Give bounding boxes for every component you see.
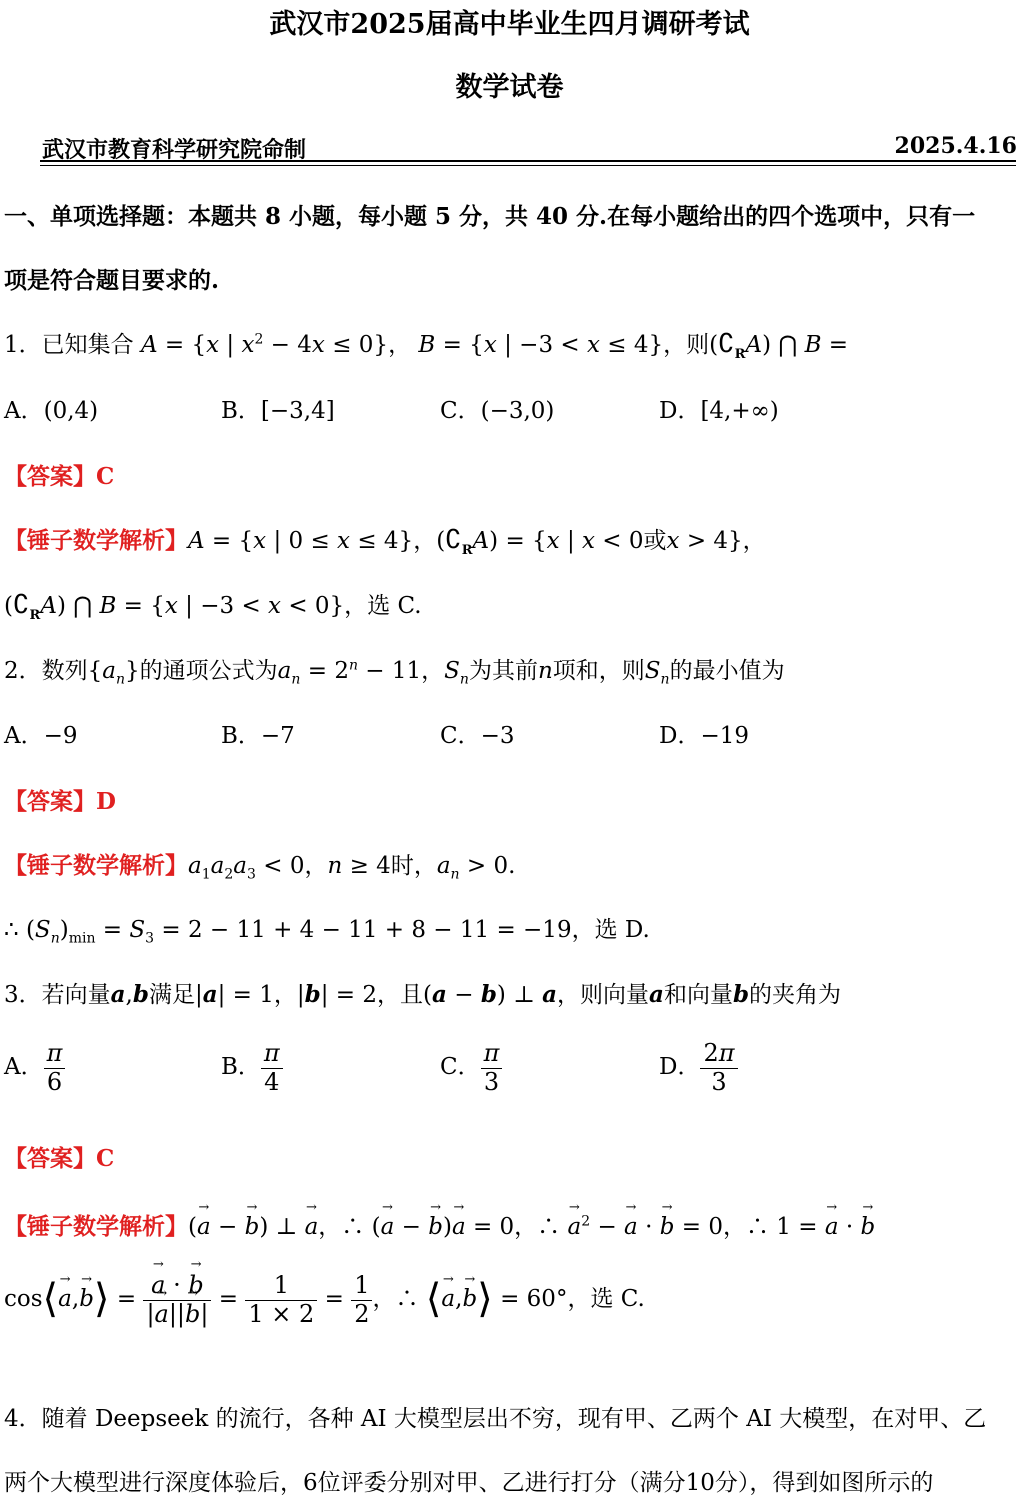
question-1-option-d: D．[4,+∞) (659, 398, 779, 424)
question-3-answer: 【答案】C (4, 1145, 115, 1172)
question-3-analysis-line1: 【锤子数学解析】(→ a − → b) ⊥ → a，∴ (→ a − → b)→ a = 0，∴ → $a^2$ − → a · → b = 0，∴ 1 = → a · → b (4, 1208, 875, 1241)
question-2-analysis-line2: ∴ $(S_n)_{min} = S_3 = 2 - 11 + 4 - 11 + 8 - 11 = -19$，选 D. (4, 917, 650, 947)
question-3-option-b: B． $\frac{\pi}{4}$ (221, 1040, 283, 1096)
question-2-option-c: C．−3 (440, 723, 515, 749)
question-2-option-a: A．−9 (4, 723, 78, 749)
exam-institute: 武汉市教育科学研究院命制 (42, 137, 307, 163)
question-1-option-a: A．(0,4) (4, 398, 99, 424)
question-3-option-d: D． $\frac{2\pi}{3}$ (659, 1040, 738, 1096)
question-3-option-c: C． $\frac{\pi}{3}$ (440, 1040, 502, 1096)
complement-icon: $∁_R$ (445, 525, 473, 559)
question-1-answer: 【答案】C (4, 463, 115, 490)
exam-date: 2025.4.16 (894, 133, 1017, 159)
exam-subtitle: 数学试卷 (455, 72, 564, 103)
header-rule-thin (40, 165, 1016, 166)
question-2-option-b: B．−7 (221, 723, 295, 749)
analysis-label: 【锤子数学解析】 (4, 1213, 188, 1240)
question-2-answer: 【答案】D (4, 788, 116, 815)
question-1-option-b: B．[−3,4] (221, 398, 335, 424)
section-heading-line1: 一、单项选择题：本题共 8 小题，每小题 5 分，共 40 分.在每小题给出的四个选项中，只有一 (4, 203, 976, 230)
question-1-analysis-line2: $(∁_RA)$ ⋂ B = {x | −3 < x < 0}，选 C. (4, 590, 422, 624)
question-4-line1: 4．随着 Deepseek 的流行，各种 AI 大模型层出不穷，现有甲、乙两个 AI 大模型，在对甲、乙 (4, 1406, 987, 1432)
question-1-option-c: C．(−3,0) (440, 398, 555, 424)
question-1-analysis-line1: 【锤子数学解析】A = {x | 0 ≤ x ≤ 4}，$(∁_RA) = \{x$ | x < 0或x > 4}， (4, 525, 766, 559)
question-3-analysis-line2: cos⟨→ a,→ b⟩ = → $\frac{a \cdot \to b}{|\to a||\to b|}$ = $\frac{1}{1 \times 2}$ = $\frac{1}{2}$ ，∴ ⟨→ a,→ b⟩ = 60°，选 C. (4, 1272, 645, 1328)
analysis-label: 【锤子数学解析】 (4, 852, 188, 879)
question-1-then: ，则 (663, 332, 710, 358)
question-1-number: 1． (4, 332, 42, 358)
question-2-option-d: D．−19 (659, 723, 749, 749)
question-3-number: 3． (4, 982, 42, 1008)
question-2-analysis-line1: 【锤子数学解析】$a_1a_2a_3 < 0$，n ≥ 4时，$a_n > 0$. (4, 852, 516, 883)
analysis-label: 【锤子数学解析】 (4, 527, 188, 554)
question-1-text-a: 已知集合 (41, 332, 134, 358)
question-1: 1．已知集合 A = {x | $x^2 - 4x \le 0$}， B = {x | −3 < x ≤ 4}，则$(∁_RA)$ ⋂ B = (4, 329, 849, 363)
section-heading-line2: 项是符合题目要求的. (4, 267, 220, 294)
question-2-number: 2． (4, 658, 42, 684)
question-4-line2: 两个大模型进行深度体验后，6位评委分别对甲、乙进行打分（满分10分），得到如图所示的 (4, 1470, 934, 1496)
question-3: 3．若向量a,b满足|a| = 1，|b| = 2，且(a − b) ⊥ a，则向量a和向量b的夹角为 (4, 981, 842, 1008)
question-1-sep: ， (388, 332, 412, 358)
question-1-choose: 选 C. (367, 593, 422, 619)
complement-icon: $∁_R$ (12, 590, 41, 624)
complement-icon: $∁_R$ (718, 329, 746, 363)
question-2: 2．数列$\{a_n\}$的通项公式为$a_n = 2^n - 11$，$S_n$为其前n项和，则$S_n$的最小值为 (4, 657, 785, 688)
header-rule-thick (40, 160, 1016, 162)
question-3-option-a: A． $\frac{\pi}{6}$ (4, 1040, 65, 1096)
exam-title: 武汉市2025届高中毕业生四月调研考试 (269, 9, 750, 40)
